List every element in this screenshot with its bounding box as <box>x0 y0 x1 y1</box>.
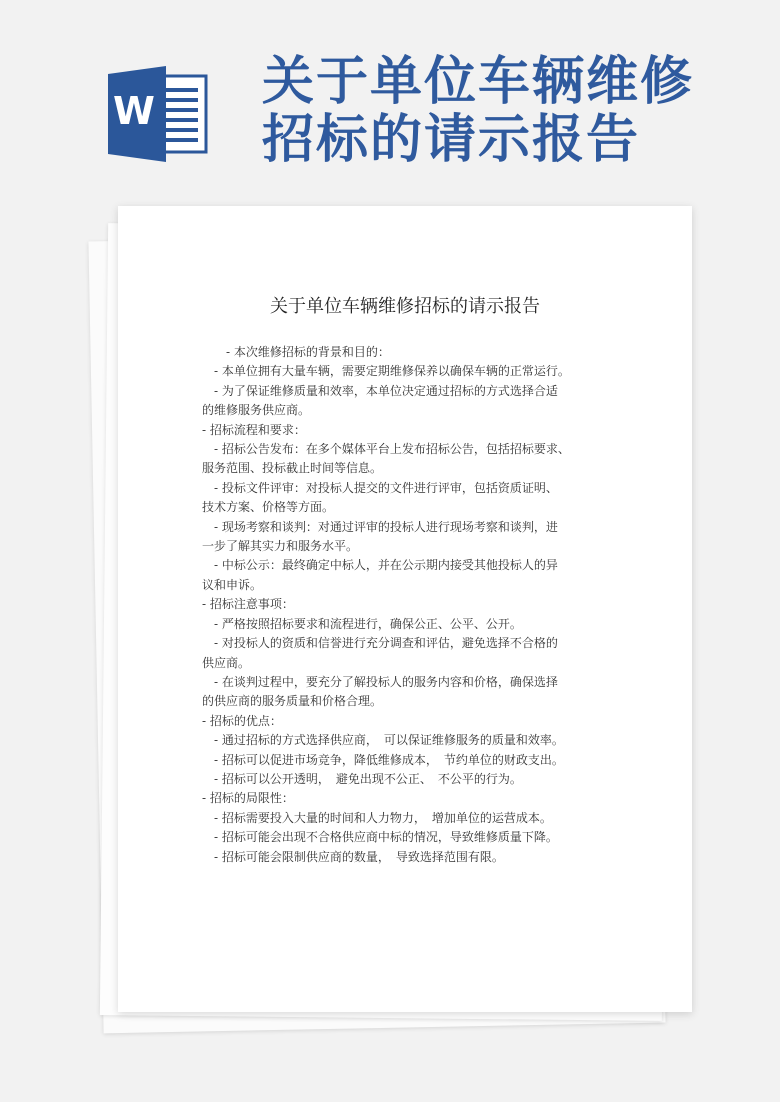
document-body <box>202 343 622 867</box>
body-line: - 本次维修招标的背景和目的： <box>202 345 390 359</box>
body-line: - 招标流程和要求： <box>202 422 306 437</box>
header-title-line2: 招标的请示报告 <box>262 110 641 170</box>
document-title: 关于单位车辆维修招标的请示报告 <box>270 296 540 317</box>
body-line: 的维修服务供应商。 <box>202 403 311 418</box>
body-line: 技术方案、价格等方面。 <box>202 500 335 515</box>
body-line: - 通过招标的方式选择供应商， 可以保证维修服务的质量和效率。 <box>202 733 564 748</box>
body-line: 的供应商的服务质量和价格合理。 <box>202 694 383 709</box>
word-logo-letter: W <box>113 89 155 133</box>
body-line: - 招标需要投入大量的时间和人力物力， 增加单位的运营成本。 <box>202 810 552 825</box>
body-line: - 为了保证维修质量和效率，本单位决定通过招标的方式选择合适 <box>202 383 558 398</box>
body-line: - 严格按照招标要求和流程进行，确保公正、公平、公开。 <box>202 616 522 631</box>
body-line: - 招标可以公开透明， 避免出现不公正、 不公平的行为。 <box>202 771 522 786</box>
body-line: - 招标的局限性： <box>202 791 294 806</box>
body-line: 服务范围、投标截止时间等信息。 <box>202 461 383 476</box>
body-line: - 招标公告发布：在多个媒体平台上发布招标公告，包括招标要求、 <box>202 442 570 457</box>
document-page <box>118 206 692 1012</box>
body-line: - 现场考察和谈判：对通过评审的投标人进行现场考察和谈判，进 <box>202 519 558 534</box>
body-line: - 招标注意事项： <box>202 597 294 612</box>
body-line: - 招标的优点： <box>202 713 282 728</box>
body-line: 供应商。 <box>202 655 251 670</box>
body-line: - 中标公示：最终确定中标人，并在公示期内接受其他投标人的异 <box>202 558 558 573</box>
body-line: - 在谈判过程中，要充分了解投标人的服务内容和价格，确保选择 <box>202 674 558 689</box>
body-line: 议和申诉。 <box>202 577 263 592</box>
page-header <box>0 0 780 200</box>
body-line: - 投标文件评审：对投标人提交的文件进行评审，包括资质证明、 <box>202 480 558 495</box>
word-icon <box>108 66 208 162</box>
body-line: - 招标可能会出现不合格供应商中标的情况，导致维修质量下降。 <box>202 830 558 845</box>
header-title-line1: 关于单位车辆维修 <box>262 52 695 112</box>
body-line: - 招标可能会限制供应商的数量， 导致选择范围有限。 <box>202 849 504 864</box>
body-line: - 本单位拥有大量车辆，需要定期维修保养以确保车辆的正常运行。 <box>202 364 570 379</box>
body-line: - 对投标人的资质和信誉进行充分调查和评估，避免选择不合格的 <box>202 636 558 651</box>
body-line: - 招标可以促进市场竞争，降低维修成本， 节约单位的财政支出。 <box>202 752 564 767</box>
body-line: 一步了解其实力和服务水平。 <box>202 539 359 554</box>
